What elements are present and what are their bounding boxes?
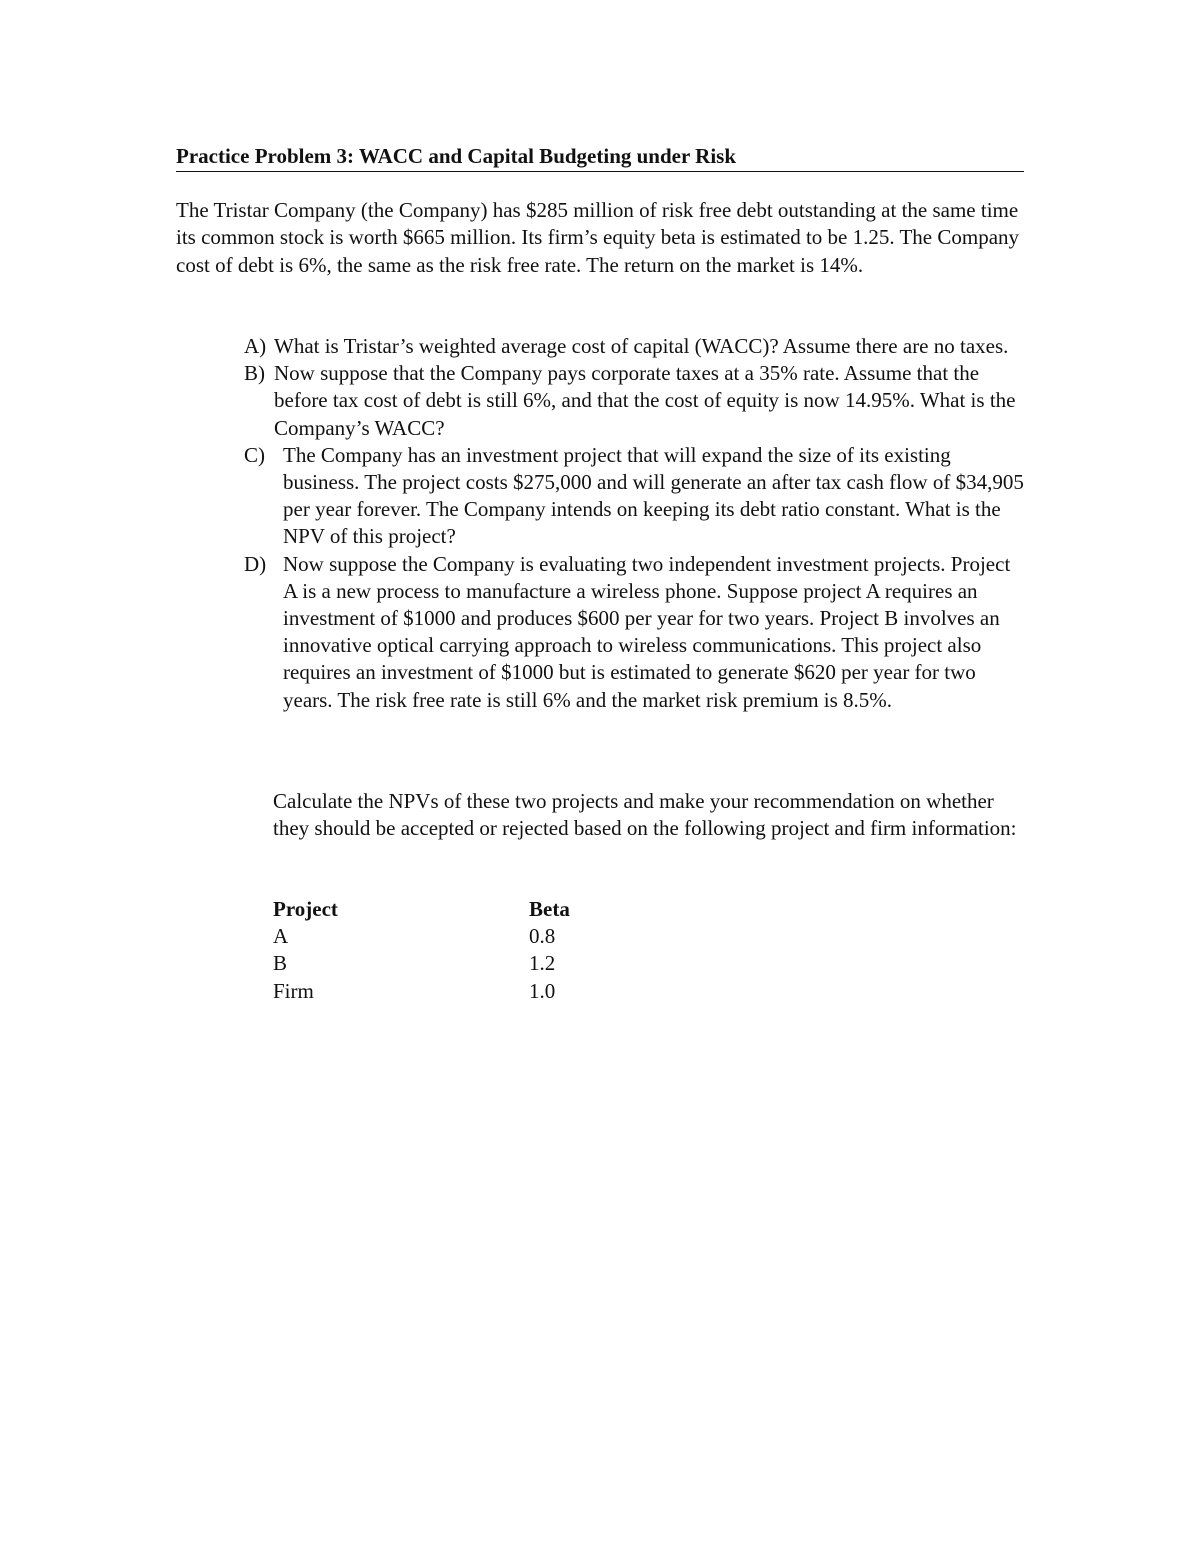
beta-cell: 0.8	[529, 924, 556, 949]
question-c	[244, 442, 1024, 551]
question-text: Now suppose the Company is evaluating two independent investment projects. Project A is a new process to manufacture a wireless phone. Suppose project A requires an investment of $1000 and produces $600 per year for two years. Project B involves an innovative optical carrying approach to wireless communications. This project also requires an investment of $1000 but is estimated to generate $620 per year for two years. The risk free rate is still 6% and the market risk premium is 8.5%.	[283, 551, 1011, 712]
intro-paragraph: The Tristar Company (the Company) has $285 million of risk free debt outstanding at the same time its common stock is worth $665 million. Its firm’s equity beta is estimated to be 1.25. The Company cost of debt is 6%, the same as the risk free rate. The return on the market is 14%.	[176, 198, 1020, 277]
question-d	[244, 551, 1024, 714]
question-text: Now suppose that the Company pays corporate taxes at a 35% rate. Assume that the before tax cost of debt is still 6%, and that the cost of equity is now 14.95%. What is the Company’s WACC?	[274, 361, 1016, 440]
question-text: The Company has an investment project that will expand the size of its existing business. The project costs $275,000 and will generate an after tax cash flow of $34,905 per year forever. The Company intends on keeping its debt ratio constant. What is the NPV of this project?	[283, 442, 1024, 549]
project-cell: A	[273, 924, 289, 949]
table-row	[273, 950, 570, 977]
page-title: Practice Problem 3: WACC and Capital Budgeting under Risk	[176, 143, 1024, 172]
instructions-paragraph: Calculate the NPVs of these two projects and make your recommendation on whether they should be accepted or rejected based on the following project and firm information:	[273, 789, 1017, 841]
beta-table	[273, 896, 570, 1005]
question-marker: C)	[244, 442, 265, 467]
table-row	[273, 923, 570, 950]
beta-cell: 1.2	[529, 951, 556, 976]
question-list	[244, 333, 1024, 714]
column-header-beta: Beta	[529, 897, 570, 921]
table-header-row	[273, 896, 570, 923]
question-marker: D)	[244, 551, 267, 576]
question-b	[244, 360, 1024, 442]
question-text: What is Tristar’s weighted average cost of capital (WACC)? Assume there are no taxes.	[274, 334, 1009, 358]
question-a	[244, 333, 1024, 360]
project-cell: B	[273, 951, 288, 976]
question-marker: B)	[244, 361, 265, 386]
table-row	[273, 978, 570, 1005]
question-marker: A)	[244, 334, 267, 358]
project-cell: Firm	[273, 978, 314, 1003]
column-header-project: Project	[273, 897, 338, 921]
beta-cell: 1.0	[529, 978, 556, 1003]
